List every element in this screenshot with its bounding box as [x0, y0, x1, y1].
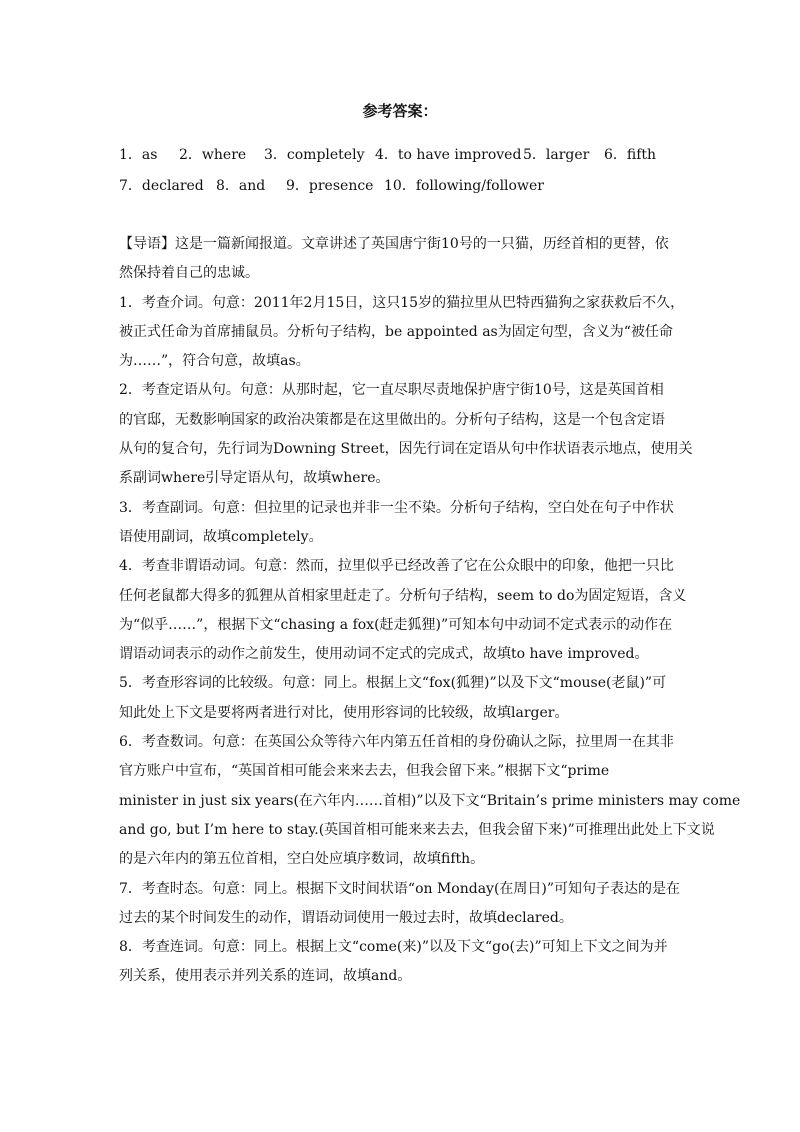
text-line: 为……”，符合句意，故填as。: [119, 353, 310, 370]
text-line: 语使用副词，故填completely。: [119, 528, 323, 545]
text-line: 【导语】这是一篇新闻报道。文章讲述了英国唐宁街10号的一只猫，历经首相的更替，依: [119, 236, 669, 252]
text-line: 然保持着自己的忠诚。: [119, 265, 259, 282]
text-line: 过去的某个时间发生的动作，谓语动词使用一般过去时，故填declared。: [119, 909, 573, 926]
text-line: 被正式任命为首席捕鼠员。分析句子结构，be appointed as为固定句型，含义为“被任命: [119, 323, 673, 340]
explanation-8: [119, 933, 684, 992]
text-line: 的是六年内的第五位首相，空白处应填序数词，故填fifth。: [119, 851, 485, 868]
text-line: 3．考查副词。句意：但拉里的记录也并非一尘不染。分析句子结构，空白处在句子中作状: [119, 499, 674, 516]
text-line: 谓语动词表示的动作之前发生，使用动词不定式的完成式，故填to have improved。: [119, 646, 649, 663]
text-line: 2．考查定语从句。句意：从那时起，它一直尽职尽责地保护唐宁街10号，这是英国首相: [119, 382, 664, 399]
explanation-1: [119, 289, 684, 377]
explanation-5: [119, 669, 684, 728]
text-line: and go, but I’m here to stay.(英国首相可能来来去去，但我会留下来)”可推理出此处上下文说: [119, 821, 715, 838]
explanation-6: [119, 728, 741, 874]
answer-item: 4．to have improved: [375, 147, 522, 163]
text-line: 列关系，使用表示并列关系的连词，故填and。: [119, 968, 412, 985]
text-line: 系副词where引导定语从句，故填where。: [119, 470, 390, 487]
page-title: 参考答案：: [362, 102, 438, 120]
text-line: 官方账户中宣布，“英国首相可能会来来去去，但我会留下来。”根据下文“prime: [119, 763, 610, 780]
text-line: 8．考查连词。句意：同上。根据上文“come(来)”以及下文“go(去)”可知上下文之间为并: [119, 939, 668, 956]
explanation-4: [119, 552, 687, 669]
explanation-7: [119, 875, 684, 934]
answer-item: 7．declared: [119, 178, 204, 194]
explanation-2: [119, 376, 693, 493]
answer-item: 5．larger: [523, 147, 590, 163]
answer-item: 10．following/follower: [384, 178, 544, 194]
answer-item: 6．fifth: [604, 147, 657, 163]
answer-item: 3．completely: [264, 147, 365, 163]
text-line: 7．考查时态。句意：同上。根据下文时间状语“on Monday(在周日)”可知句子表达的是在: [119, 880, 681, 897]
answer-item: 8．and: [216, 178, 266, 194]
answer-row-1: [119, 140, 656, 171]
text-line: 5．考查形容词的比较级。句意：同上。根据上文“fox(狐狸)”以及下文“mouse(老鼠)”可: [119, 675, 667, 692]
text-line: 4．考查非谓语动词。句意：然而，拉里似乎已经改善了它在公众眼中的印象，他把一只比: [119, 558, 674, 575]
answer-key: [119, 140, 656, 202]
intro-paragraph: [119, 230, 684, 289]
text-line: 任何老鼠都大得多的狐狸从首相家里赶走了。分析句子结构，seem to do为固定短语，含义: [119, 587, 687, 604]
explanation-body: [119, 230, 741, 992]
answer-item: 9．presence: [286, 178, 374, 194]
text-line: minister in just six years(在六年内……首相)”以及下文“Britain’s prime ministers may come: [119, 792, 741, 809]
answer-item: 2．where: [179, 147, 247, 163]
text-line: 6．考查数词。句意：在英国公众等待六年内第五任首相的身份确认之际，拉里周一在其非: [119, 734, 674, 751]
text-line: 1．考查介词。句意：2011年2月15日，这只15岁的猫拉里从巴特西猫狗之家获救后不久，: [119, 294, 685, 311]
text-line: 从句的复合句，先行词为Downing Street，因先行词在定语从句中作状语表示地点，使用关: [119, 441, 693, 458]
answer-row-2: [119, 171, 656, 202]
answer-item: 1．as: [119, 147, 158, 163]
text-line: 为“似乎……”，根据下文“chasing a fox(赶走狐狸)”可知本句中动词不定式表示的动作在: [119, 616, 673, 633]
text-line: 知此处上下文是要将两者进行对比，使用形容词的比较级，故填larger。: [119, 704, 569, 721]
explanation-3: [119, 494, 684, 553]
text-line: 的官邸，无数影响国家的政治决策都是在这里做出的。分析句子结构，这是一个包含定语: [119, 411, 665, 428]
